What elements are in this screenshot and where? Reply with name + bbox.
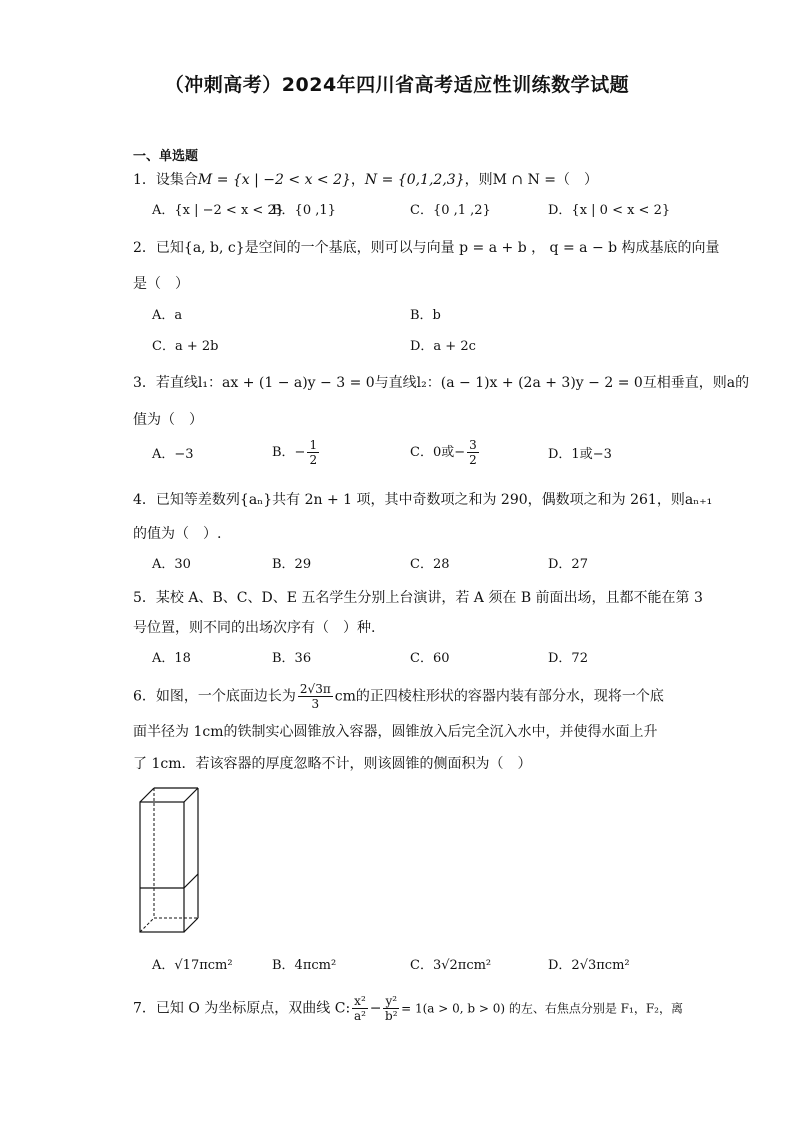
q6-side-length-fraction xyxy=(298,682,333,711)
q3-option-b-fraction xyxy=(307,438,319,467)
q7-fraction-y-numerator: y² xyxy=(385,994,398,1008)
q6-option-a[interactable]: A．√17πcm² xyxy=(152,958,233,973)
q6-option-b[interactable]: B．4πcm² xyxy=(272,958,337,973)
q6-line-1-prefix: 6．如图，一个底面边长为 xyxy=(133,688,296,705)
q3-option-b-prefix: B．− xyxy=(272,445,306,460)
q1-option-c[interactable]: C．{0 ,1 ,2} xyxy=(410,203,491,218)
q5-option-a[interactable]: A．18 xyxy=(152,651,191,666)
q1-option-b[interactable]: B．{0 ,1} xyxy=(272,203,336,218)
q7-suffix: = 1(a > 0, b > 0) 的左、右焦点分别是 F₁，F₂，离 xyxy=(401,1001,683,1016)
q3-c-denominator: 2 xyxy=(469,453,477,467)
q1-option-d[interactable]: D．{x | 0 < x < 2} xyxy=(548,203,671,218)
q6-option-d[interactable]: D．2√3πcm² xyxy=(548,958,630,973)
q2-option-b[interactable]: B．b xyxy=(410,308,441,323)
prism-front-face xyxy=(140,802,184,932)
prism-bottom-right-edge xyxy=(184,918,198,932)
q4-option-d[interactable]: D．27 xyxy=(548,557,588,572)
q7-fraction-x-numerator: x² xyxy=(354,994,366,1008)
q6-fraction-numerator: 2√3π xyxy=(299,682,331,696)
question-5-line-1: 5．某校 A、B、C、D、E 五名学生分别上台演讲，若 A 须在 B 前面出场，且都不能在第 3 xyxy=(133,590,703,606)
q3-c-numerator: 3 xyxy=(469,438,477,452)
prism-container-figure xyxy=(138,784,200,936)
q7-prefix: 7．已知 O 为坐标原点，双曲线 C: xyxy=(133,1000,351,1017)
question-1 xyxy=(133,170,598,190)
q3-option-c[interactable] xyxy=(410,438,481,467)
q5-option-b[interactable]: B．36 xyxy=(272,651,312,666)
q3-option-d[interactable]: D．1或−3 xyxy=(548,447,612,462)
q3-option-a[interactable]: A．−3 xyxy=(152,447,194,462)
question-6-line-2: 面半径为 1cm的铁制实心圆锥放入容器，圆锥放入后完全沉入水中，并使得水面上升 xyxy=(133,724,658,740)
section-heading: 一、单选题 xyxy=(133,149,199,164)
question-5-line-2: 号位置，则不同的出场次序有（ ）种. xyxy=(133,620,376,636)
q6-fraction-denominator: 3 xyxy=(311,697,320,711)
question-3-line-2: 值为（ ） xyxy=(133,412,203,428)
question-4-line-2: 的值为（ ）. xyxy=(133,526,222,542)
prism-top-left-edge xyxy=(140,788,154,802)
q7-fraction-y xyxy=(383,994,399,1023)
q3-b-denominator: 2 xyxy=(309,453,318,467)
q7-fraction-x xyxy=(352,994,368,1023)
q1-set-m: M = {x | −2 < x < 2} xyxy=(197,172,351,188)
prism-top-right-edge xyxy=(184,788,198,802)
q2-option-c[interactable]: C．a + 2b xyxy=(152,339,219,354)
q1-set-n: N = {0,1,2,3} xyxy=(364,172,465,188)
q7-minus: − xyxy=(369,1000,382,1017)
prism-hidden-bottom-left-edge xyxy=(140,918,154,932)
q5-option-c[interactable]: C．60 xyxy=(410,651,450,666)
q6-line-1-suffix: cm的正四棱柱形状的容器内装有部分水，现将一个底 xyxy=(334,688,664,705)
q3-b-numerator: 1 xyxy=(309,438,318,452)
q4-option-c[interactable]: C．28 xyxy=(410,557,450,572)
q2-option-a[interactable]: A．a xyxy=(152,308,183,323)
q3-option-c-fraction xyxy=(467,438,479,467)
q3-option-c-prefix: C．0或− xyxy=(410,445,466,460)
question-4-line-1: 4．已知等差数列{aₙ}共有 2n + 1 项，其中奇数项之和为 290，偶数项之和为 261，则aₙ₊₁ xyxy=(133,492,713,508)
q4-option-a[interactable]: A．30 xyxy=(152,557,191,572)
question-6-line-3: 了 1cm．若该容器的厚度忽略不计，则该圆锥的侧面积为（ ） xyxy=(133,756,532,772)
q4-option-b[interactable]: B．29 xyxy=(272,557,312,572)
q6-option-c[interactable]: C．3√2πcm² xyxy=(410,958,492,973)
q1-mid: ， xyxy=(350,172,365,188)
question-2-line-2: 是（ ） xyxy=(133,276,189,292)
q7-fraction-x-denominator: a² xyxy=(353,1009,366,1023)
q1-tail: ，则M ∩ N =（ ） xyxy=(464,172,599,188)
question-7-line-1 xyxy=(133,994,683,1023)
q1-prefix: 1．设集合 xyxy=(133,172,198,188)
q7-fraction-y-denominator: b² xyxy=(385,1009,398,1023)
question-3-line-1: 3．若直线l₁：ax + (1 − a)y − 3 = 0与直线l₂：(a − 1)x + (2a + 3)y − 2 = 0互相垂直，则a的 xyxy=(133,375,750,391)
q1-option-a[interactable]: A．{x | −2 < x < 2} xyxy=(152,203,284,218)
q2-option-d[interactable]: D．a + 2c xyxy=(410,339,476,354)
page-title: （冲刺高考）2024年四川省高考适应性训练数学试题 xyxy=(164,74,630,96)
q3-option-b[interactable] xyxy=(272,438,321,467)
q5-option-d[interactable]: D．72 xyxy=(548,651,588,666)
question-2-line-1: 2．已知{a, b, c}是空间的一个基底，则可以与向量 p = a + b ， q = a − b 构成基底的向量 xyxy=(133,240,720,256)
question-6-line-1 xyxy=(133,682,664,711)
water-line-side xyxy=(184,874,198,888)
